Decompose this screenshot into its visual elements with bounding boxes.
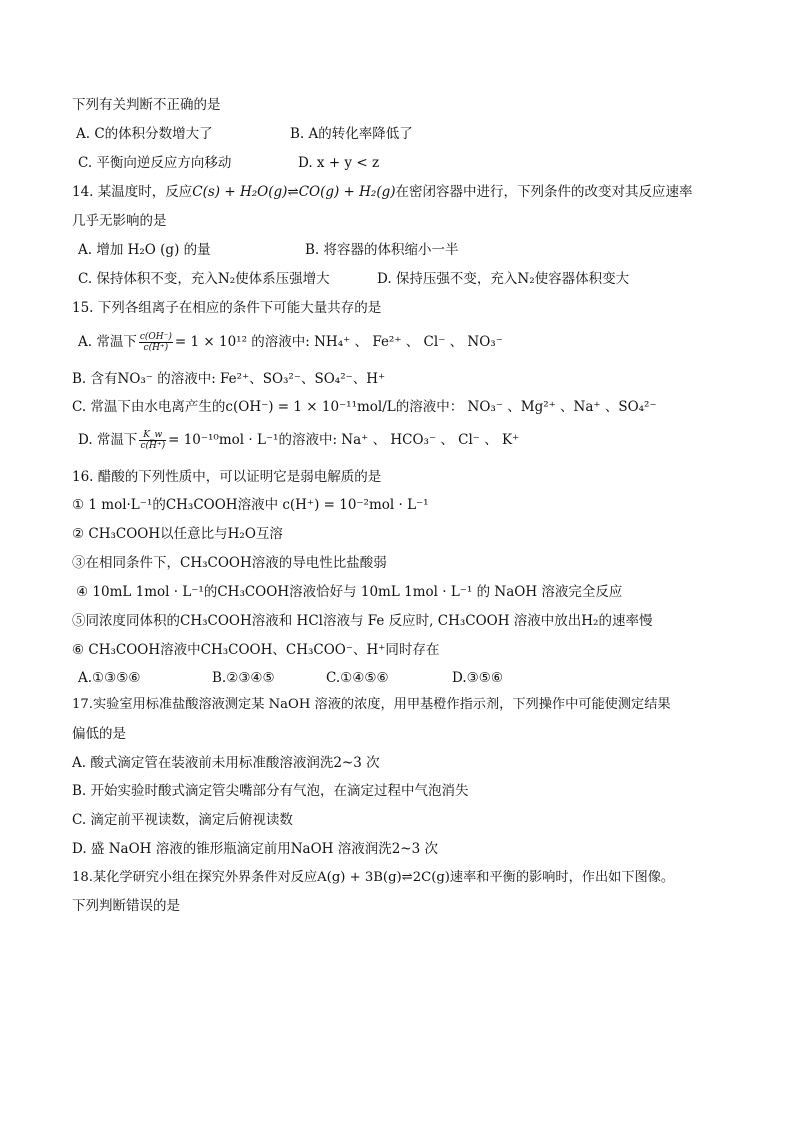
q15-d-numerator: K_w — [139, 430, 166, 441]
q15-d-post: = 10⁻¹⁰mol · L⁻¹的溶液中: Na⁺ 、 HCO₃⁻ 、 Cl⁻ 、 K⁺ — [168, 432, 520, 448]
q16-item-4: ④ 10mL 1mol · L⁻¹的CH₃COOH溶液恰好与 10mL 1mol · L⁻¹ 的 NaOH 溶液完全反应 — [76, 584, 623, 600]
q17-option-b: B. 开始实验时酸式滴定管尖嘴部分有气泡，在滴定过程中气泡消失 — [72, 783, 469, 799]
q14-option-c: C. 保持体积不变，充入N₂使体系压强增大 — [78, 271, 330, 287]
q15-d-denominator: c(H⁺) — [140, 441, 166, 451]
q15-a-numerator: c(OH⁻) — [139, 332, 172, 342]
q18-stem-line2: 下列判断错误的是 — [72, 898, 180, 914]
q13-option-a: A. C的体积分数增大了 — [76, 126, 213, 142]
q14-stem — [72, 183, 693, 201]
q15-option-d — [78, 430, 519, 451]
q16-option-c: C.①④⑤⑥ — [326, 670, 389, 686]
q14-stem-pre: 14. 某温度时，反应 — [72, 184, 193, 200]
q15-option-a — [78, 332, 503, 353]
q16-option-b: B.②③④⑤ — [212, 670, 275, 686]
q17-option-d: D. 盛 NaOH 溶液的锥形瓶滴定前用NaOH 溶液润洗2~3 次 — [72, 841, 438, 857]
q16-stem: 16. 醋酸的下列性质中，可以证明它是弱电解质的是 — [72, 469, 382, 485]
q14-option-d: D. 保持压强不变，充入N₂使容器体积变大 — [377, 271, 630, 287]
q13-option-c: C. 平衡向逆反应方向移动 — [78, 155, 232, 171]
q15-a-post: = 1 × 10¹² 的溶液中: NH₄⁺ 、 Fe²⁺ 、 Cl⁻ 、 NO₃⁻ — [174, 334, 503, 350]
q16-option-a: A.①③⑤⑥ — [78, 670, 141, 686]
q16-item-6: ⑥ CH₃COOH溶液中CH₃COOH、CH₃COO⁻、H⁺同时存在 — [72, 642, 440, 658]
q15-a-fraction — [139, 332, 173, 353]
q15-option-c: C. 常温下由水电离产生的c(OH⁻) = 1 × 10⁻¹¹mol/L的溶液中： NO₃⁻ 、Mg²⁺ 、Na⁺ 、SO₄²⁻ — [72, 399, 657, 415]
q15-d-fraction — [139, 430, 166, 451]
q14-stem-post: 在密闭容器中进行，下列条件的改变对其反应速率 — [395, 184, 693, 200]
q16-item-2: ② CH₃COOH以任意比与H₂O互溶 — [72, 526, 283, 542]
q16-item-3: ③在相同条件下，CH₃COOH溶液的导电性比盐酸弱 — [72, 555, 387, 571]
q14-equation: C(s) + H₂O(g)⇌CO(g) + H₂(g) — [192, 184, 396, 200]
q18-stem: 18.某化学研究小组在探究外界条件对反应A(g) + 3B(g)⇌2C(g)速率和平衡的影响时，作出如下图像。 — [72, 870, 675, 885]
q16-option-d: D.③⑤⑥ — [452, 670, 503, 686]
q14-stem-line2: 几乎无影响的是 — [72, 213, 167, 229]
q13-option-b: B. A的转化率降低了 — [290, 126, 413, 142]
q15-stem: 15. 下列各组离子在相应的条件下可能大量共存的是 — [72, 300, 382, 316]
q16-item-1: ① 1 mol·L⁻¹的CH₃COOH溶液中 c(H⁺) = 10⁻²mol · L⁻¹ — [72, 497, 429, 513]
q16-item-5: ⑤同浓度同体积的CH₃COOH溶液和 HCl溶液与 Fe 反应时, CH₃COOH 溶液中放出H₂的速率慢 — [72, 613, 653, 629]
q14-option-b: B. 将容器的体积缩小一半 — [305, 242, 459, 258]
q15-option-b: B. 含有NO₃⁻ 的溶液中: Fe²⁺、SO₃²⁻、SO₄²⁻、H⁺ — [72, 371, 386, 387]
q17-option-a: A. 酸式滴定管在装液前未用标准酸溶液润洗2~3 次 — [72, 755, 380, 771]
q15-d-pre: D. 常温下 — [78, 432, 138, 448]
intro-text: 下列有关判断不正确的是 — [72, 97, 221, 113]
q14-option-a: A. 增加 H₂O (g) 的量 — [78, 242, 211, 258]
q17-stem-line2: 偏低的是 — [72, 726, 126, 742]
q13-option-d: D. x + y < z — [298, 155, 380, 171]
q17-stem: 17.实验室用标准盐酸溶液测定某 NaOH 溶液的浓度，用甲基橙作指示剂，下列操作中可能使测定结果 — [72, 697, 671, 712]
q15-a-denominator: c(H⁺) — [143, 343, 169, 353]
q15-a-pre: A. 常温下 — [78, 334, 137, 350]
q17-option-c: C. 滴定前平视读数，滴定后俯视读数 — [72, 812, 293, 828]
